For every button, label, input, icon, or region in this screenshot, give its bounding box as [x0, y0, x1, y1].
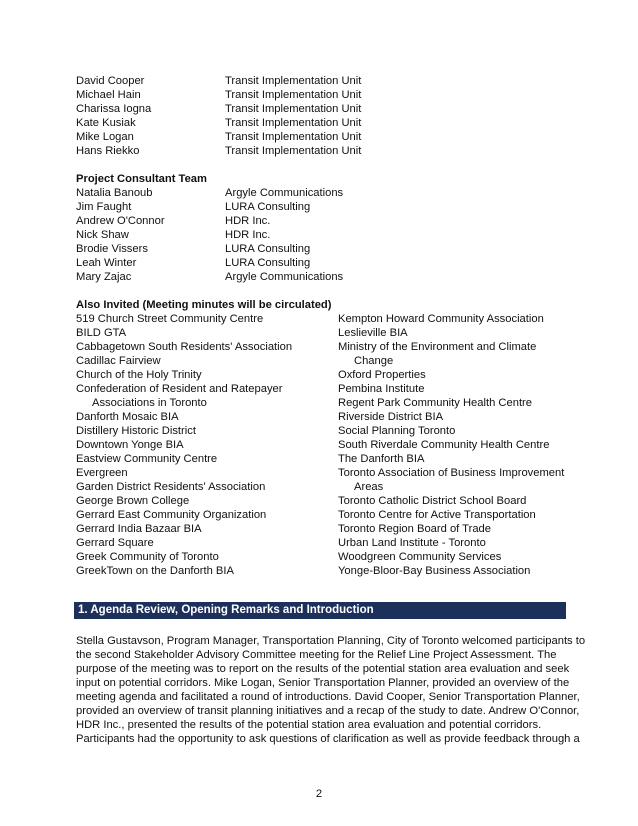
invited-item: Cadillac Fairview — [76, 355, 161, 367]
staff-org: Transit Implementation Unit — [225, 75, 362, 87]
paragraph-line: Participants had the opportunity to ask questions of clarification as well as provide feedback through a — [76, 733, 580, 745]
paragraph-line: purpose of the meeting was to report on the results of the potential station area evaluation and seek — [76, 663, 570, 675]
paragraph-line: HDR Inc., presented the results of the potential station area evaluation and potential corridors. — [76, 719, 542, 731]
invited-heading: Also Invited (Meeting minutes will be circulated) — [76, 299, 332, 311]
consultant-org: HDR Inc. — [225, 215, 271, 227]
invited-item: Leslieville BIA — [338, 327, 408, 339]
invited-item: Distillery Historic District — [76, 425, 196, 437]
invited-item: Cabbagetown South Residents' Association — [76, 341, 293, 353]
invited-item: Greek Community of Toronto — [76, 551, 219, 563]
staff-name: Michael Hain — [76, 89, 141, 101]
invited-item: Gerrard India Bazaar BIA — [76, 523, 202, 535]
staff-org: Transit Implementation Unit — [225, 103, 362, 115]
invited-item: Toronto Association of Business Improvement — [338, 467, 565, 479]
consultant-names — [76, 186, 165, 284]
invited-item: Toronto Centre for Active Transportation — [338, 509, 536, 521]
invited-item: Downtown Yonge BIA — [76, 439, 184, 451]
invited-item: Urban Land Institute - Toronto — [338, 537, 486, 549]
invited-left-list — [76, 312, 292, 578]
paragraph-line: the second Stakeholder Advisory Committee meeting for the Relief Line Project Assessment. The — [76, 649, 557, 661]
staff-name: Charissa Iogna — [76, 103, 152, 115]
invited-item: Eastview Community Centre — [76, 453, 218, 465]
staff-org: Transit Implementation Unit — [225, 131, 362, 143]
staff-org: Transit Implementation Unit — [225, 145, 362, 157]
invited-item: Regent Park Community Health Centre — [338, 397, 533, 409]
invited-item-continuation: Associations in Toronto — [92, 397, 207, 409]
invited-item: Gerrard Square — [76, 537, 154, 549]
invited-item: South Riverdale Community Health Centre — [338, 439, 550, 451]
staff-org: Transit Implementation Unit — [225, 117, 362, 129]
staff-name: David Cooper — [76, 75, 145, 87]
invited-item: The Danforth BIA — [338, 453, 425, 465]
consultant-org: LURA Consulting — [225, 257, 311, 269]
invited-item: Oxford Properties — [338, 369, 426, 381]
invited-item: Riverside District BIA — [338, 411, 444, 423]
consultant-org: Argyle Communications — [225, 271, 344, 283]
invited-item: Confederation of Resident and Ratepayer — [76, 383, 283, 395]
section-paragraph — [76, 634, 586, 746]
consultant-org: LURA Consulting — [225, 201, 311, 213]
invited-item-continuation: Areas — [354, 481, 384, 493]
staff-name: Kate Kusiak — [76, 117, 136, 129]
invited-item: Gerrard East Community Organization — [76, 509, 267, 521]
section-heading-banner: 1. Agenda Review, Opening Remarks and Introduction — [74, 602, 566, 619]
page-number: 2 — [315, 788, 323, 800]
invited-item: Garden District Residents' Association — [76, 481, 266, 493]
invited-item: Ministry of the Environment and Climate — [338, 341, 537, 353]
invited-item-continuation: Change — [354, 355, 394, 367]
invited-item: Woodgreen Community Services — [338, 551, 502, 563]
invited-item: 519 Church Street Community Centre — [76, 313, 264, 325]
invited-item: BILD GTA — [76, 327, 127, 339]
staff-orgs — [225, 74, 361, 158]
paragraph-line: provided an overview of transit planning initiatives and a recap of the study to date. Andrew O'Connor, — [76, 705, 580, 717]
invited-item: Kempton Howard Community Association — [338, 313, 544, 325]
invited-item: Church of the Holy Trinity — [76, 369, 202, 381]
invited-item: Yonge-Bloor-Bay Business Association — [338, 565, 531, 577]
consultant-name: Jim Faught — [76, 201, 132, 213]
consultant-orgs — [225, 186, 343, 284]
paragraph-line: meeting agenda and facilitated a round of introductions. David Cooper, Senior Transportation Planner, — [76, 691, 580, 703]
invited-item: Evergreen — [76, 467, 128, 479]
consultant-org: LURA Consulting — [225, 243, 311, 255]
consultant-heading: Project Consultant Team — [76, 173, 207, 185]
staff-name: Hans Riekko — [76, 145, 140, 157]
invited-item: Toronto Region Board of Trade — [338, 523, 491, 535]
consultant-name: Natalia Banoub — [76, 187, 153, 199]
staff-org: Transit Implementation Unit — [225, 89, 362, 101]
paragraph-line: Stella Gustavson, Program Manager, Transportation Planning, City of Toronto welcomed participants to — [76, 635, 586, 647]
consultant-name: Brodie Vissers — [76, 243, 148, 255]
staff-names — [76, 74, 151, 158]
consultant-name: Nick Shaw — [76, 229, 129, 241]
consultant-name: Leah Winter — [76, 257, 137, 269]
consultant-name: Mary Zajac — [76, 271, 132, 283]
consultant-org: Argyle Communications — [225, 187, 344, 199]
invited-item: GreekTown on the Danforth BIA — [76, 565, 234, 577]
consultant-name: Andrew O'Connor — [76, 215, 165, 227]
invited-item: Danforth Mosaic BIA — [76, 411, 179, 423]
consultant-org: HDR Inc. — [225, 229, 271, 241]
invited-item: George Brown College — [76, 495, 190, 507]
invited-item: Pembina Institute — [338, 383, 425, 395]
invited-item: Social Planning Toronto — [338, 425, 456, 437]
invited-item: Toronto Catholic District School Board — [338, 495, 527, 507]
staff-name: Mike Logan — [76, 131, 134, 143]
paragraph-line: input on potential corridors. Mike Logan, Senior Transportation Planner, provided an overview of the — [76, 677, 570, 689]
invited-right-list — [338, 312, 564, 578]
